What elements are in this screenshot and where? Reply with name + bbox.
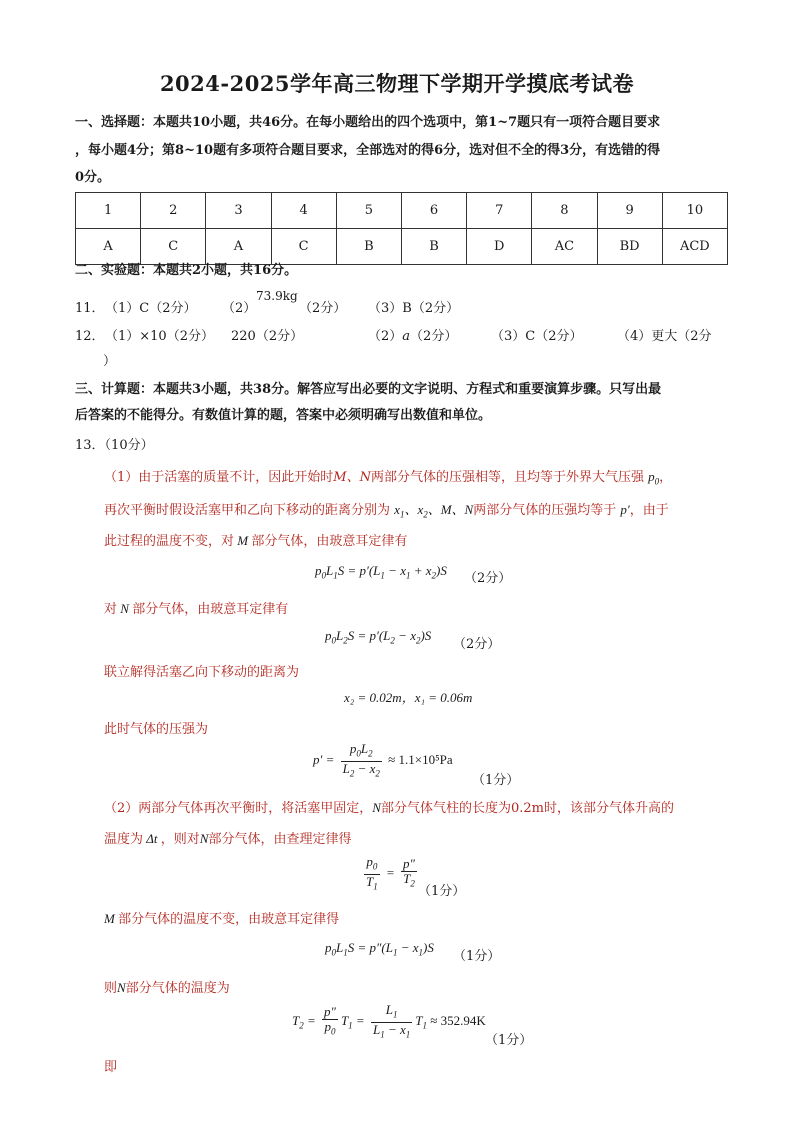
q12-part2-var: a bbox=[402, 329, 411, 344]
q12-part2-label: （2） bbox=[368, 329, 403, 344]
answer-table-number-cell: 1 bbox=[76, 193, 141, 229]
q13-s2-l2a: 温度为 bbox=[104, 832, 144, 847]
section1-line2: ，每小题4分；第8~10题有多项符合题目要求，全部选对的得6分，选对但不全的得3分，有选错的得 bbox=[75, 143, 661, 158]
answer-table-number-cell: 6 bbox=[401, 193, 466, 229]
q12-part1b: 220（2分） bbox=[231, 329, 304, 344]
math-n: N bbox=[117, 601, 133, 616]
page-title: 2024-2025学年高三物理下学期开学摸底考试卷 bbox=[159, 71, 635, 96]
q11-part2-label: （2） bbox=[222, 301, 257, 316]
q11-part2-value: 73.9kg bbox=[256, 289, 298, 303]
answer-table-answer-cell: AC bbox=[532, 229, 597, 265]
score-2-b: （2分） bbox=[453, 637, 501, 652]
q11-number: 11． bbox=[75, 301, 105, 316]
q12-part4-tail: ） bbox=[103, 354, 117, 369]
answer-table-answer-cell: C bbox=[271, 229, 336, 265]
q13-s1-l2b: 两部分气体的压强均等于 bbox=[473, 503, 617, 518]
equation-results: x₂ = 0.02m，x₁ = 0.06m bbox=[344, 690, 473, 705]
q13-joint: 联立解得活塞乙向下移动的距离为 bbox=[104, 665, 300, 680]
answer-table-number-cell: 9 bbox=[597, 193, 662, 229]
q13-s2-line1 bbox=[104, 797, 674, 816]
fraction-p2-t2: $\frac{p''}{T_2}$ bbox=[403, 856, 415, 889]
q12-part1a: （1）×10（2分） bbox=[105, 329, 214, 344]
q12-part3: （3）C（2分） bbox=[491, 329, 583, 344]
answer-table-answer-cell: B bbox=[336, 229, 401, 265]
q13-s2-line2 bbox=[104, 828, 351, 847]
equation-boyle-m: $p_0L_1S = p'(L_1 - x_1 + x_2)S$ bbox=[315, 563, 447, 581]
q13-n-temp-label bbox=[104, 977, 230, 996]
answer-table-answer-cell: BD bbox=[597, 229, 662, 265]
q13-n-temp-a: 则 bbox=[104, 981, 118, 996]
q12-part2-score: （2分） bbox=[410, 329, 458, 344]
score-1-b: （1分） bbox=[418, 884, 466, 899]
q13-n-temp-b: 部分气体的温度为 bbox=[125, 981, 230, 996]
answer-table-answer-cell: B bbox=[401, 229, 466, 265]
q13-pressure-label: 此时气体的压强为 bbox=[104, 722, 209, 737]
equation-boyle-m2: $p_0L_1S = p''(L_1 - x_1)S$ bbox=[325, 940, 434, 958]
q13-s1-l3a: 此过程的温度不变，对 bbox=[104, 534, 235, 549]
q13-n-line bbox=[104, 598, 288, 617]
q11-part2-score: （2分） bbox=[299, 301, 347, 316]
math-n-2: N bbox=[372, 800, 381, 815]
q13-m-temp-text: 部分气体的温度不变，由玻意耳定律得 bbox=[118, 912, 340, 927]
answer-table-answer-cell: A bbox=[206, 229, 271, 265]
equation-charles: $\frac{p_0}{T_1}$ = $\frac{p''}{T_2}$ bbox=[366, 854, 415, 892]
math-m-2: M bbox=[104, 911, 119, 926]
math-n-4: N bbox=[117, 980, 126, 995]
q13-s1-l2c: ，由于 bbox=[629, 503, 669, 518]
q13-last: 即 bbox=[104, 1060, 118, 1075]
q13-header: 13．（10分） bbox=[75, 438, 154, 453]
math-p0: $p_0$ bbox=[648, 469, 660, 487]
q13-s1-l1d: ， bbox=[659, 470, 673, 485]
score-2-a: （2分） bbox=[464, 571, 512, 586]
equation-boyle-n: $p_0L_2S = p'(L_2 - x_2)S$ bbox=[325, 628, 432, 646]
q13-m-temp-line bbox=[104, 908, 339, 927]
q12-part4: （4）更大（2分 bbox=[617, 329, 712, 344]
answer-table-number-cell: 5 bbox=[336, 193, 401, 229]
answer-table-number-cell: 10 bbox=[662, 193, 727, 229]
section1-line3: 0分。 bbox=[75, 170, 111, 185]
math-p-prime: p′ bbox=[620, 502, 630, 517]
answer-table-number-cell: 8 bbox=[532, 193, 597, 229]
q13-s2-l1b: 部分气体气柱的长度为0.2m时，该部分气体升高的 bbox=[380, 801, 674, 816]
answer-table-number-row bbox=[76, 193, 728, 229]
q13-n-line-b: 部分气体，由玻意耳定律有 bbox=[132, 602, 289, 617]
pressure-approx: ≈ 1.1×10⁵Pa bbox=[388, 752, 453, 768]
equation-pressure: p′ = $\frac{p_0L_2}{L_2 - x_2}$ ≈ 1.1×10⁵Pa bbox=[313, 741, 453, 779]
fraction-p0-t1: $\frac{p_0}{T_1}$ bbox=[366, 854, 378, 892]
q13-s1-line2 bbox=[104, 499, 669, 520]
answer-table-answer-cell: ACD bbox=[662, 229, 727, 265]
q12-part2 bbox=[368, 325, 457, 344]
section3-line1: 三、计算题：本题共3小题，共38分。解答应写出必要的文字说明、方程式和重要演算步骤。只写出最 bbox=[75, 382, 662, 397]
score-1-a: （1分） bbox=[472, 773, 520, 788]
fraction-pressure: $\frac{p_0L_2}{L_2 - x_2}$ bbox=[342, 741, 380, 779]
q13-s1-line3 bbox=[104, 530, 407, 549]
t2-approx: ≈ 352.94K bbox=[430, 1013, 486, 1029]
q13-s2-l1a: （2）两部分气体再次平衡时，将活塞甲固定， bbox=[104, 801, 373, 816]
math-x1-x2-m-n: $x_1$、$x_2$、M、N bbox=[394, 502, 474, 520]
answer-table bbox=[75, 192, 728, 265]
answer-table-answer-cell: C bbox=[141, 229, 206, 265]
q13-s2-l2b: ，则对 bbox=[160, 832, 200, 847]
q13-s1-l3b: 部分气体，由玻意耳定律有 bbox=[251, 534, 408, 549]
answer-table-number-cell: 4 bbox=[271, 193, 336, 229]
score-1-c: （1分） bbox=[453, 949, 501, 964]
fraction-p2-p0: $\frac{p''}{p_0}$ bbox=[324, 1004, 336, 1037]
math-n-3: N bbox=[199, 831, 209, 846]
q11-part1: （1）C（2分） bbox=[105, 301, 197, 316]
section1-line1: 一、选择题：本题共10小题，共46分。在每小题给出的四个选项中，第1~7题只有一项符合题目要求 bbox=[75, 115, 661, 130]
section3-line2: 后答案的不能得分。有数值计算的题，答案中必须明确写出数值和单位。 bbox=[75, 408, 492, 423]
answer-table-number-cell: 7 bbox=[467, 193, 532, 229]
fraction-l1: $\frac{L_1}{L_1 - x_1}$ bbox=[372, 1002, 411, 1040]
q13-s2-l2c: 部分气体，由查理定律得 bbox=[208, 832, 352, 847]
q13-s1-l2a: 再次平衡时假设活塞甲和乙向下移动的距离分别为 bbox=[104, 503, 391, 518]
q13-s1-l1c: 两部分气体的压强相等，且均等于外界大气压强 bbox=[370, 470, 644, 485]
q13-s1-line1 bbox=[104, 466, 672, 487]
answer-table-answer-cell: D bbox=[467, 229, 532, 265]
q13-s1-l1a: （1）由于活塞的质量不计，因此开始时 bbox=[104, 470, 334, 485]
q11-part3: （3）B（2分） bbox=[368, 301, 460, 316]
score-1-d: （1分） bbox=[485, 1033, 533, 1048]
q12-number: 12． bbox=[75, 329, 105, 344]
q13-s1-l1b: M、N bbox=[333, 470, 371, 485]
answer-table-answer-cell: A bbox=[76, 229, 141, 265]
answer-table-number-cell: 2 bbox=[141, 193, 206, 229]
math-m: M bbox=[234, 533, 252, 548]
q13-n-line-a: 对 bbox=[104, 602, 118, 617]
equation-t2: $T_2$ = $\frac{p''}{p_0}$ $T_1$ = $\frac{L_1}{L_1 - x_1}$ $T_1 \approx 352.94K$ bbox=[292, 1002, 486, 1040]
math-delta-t: Δt bbox=[143, 831, 161, 846]
section2-heading: 二、实验题：本题共2小题，共16分。 bbox=[75, 263, 298, 278]
answer-table-number-cell: 3 bbox=[206, 193, 271, 229]
